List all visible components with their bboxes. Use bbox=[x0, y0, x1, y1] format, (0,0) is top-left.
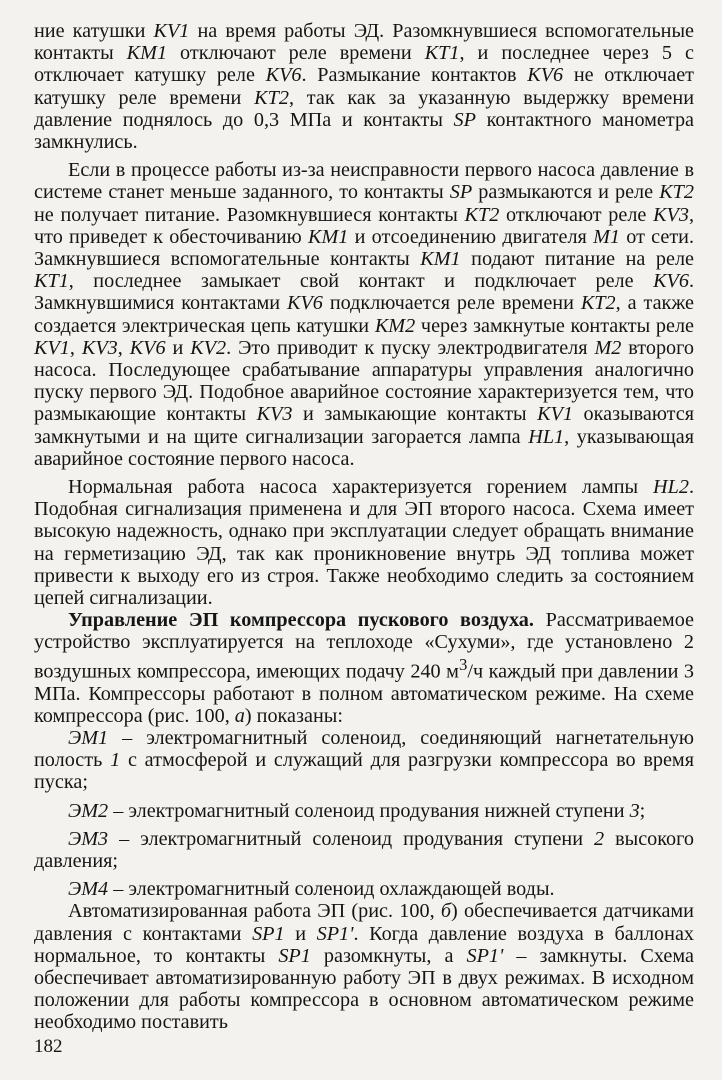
paragraph-9: Автоматизированная работа ЭП (рис. 100, б) обеспечивается датчиками давления с контактами SP1 и SP1'. Когда давление воздуха в баллонах нормальное, то контакты SP1 разомкнуты, а SP1' – замкнуты. Схема обеспечивает автоматизированную работу ЭП в двух режимах. В исходном положении для работы компрессора в основном автоматическом режиме необходимо поставить bbox=[34, 900, 694, 1034]
paragraph-3: Нормальная работа насоса характеризуется горением лампы HL2. Подобная сигнализация применена и для ЭП второго насоса. Схема имеет высокую надежность, однако при эксплуатации следует обращать внимание на герметизацию ЭД, так как проникновение внутрь ЭД топлива может привести к выходу его из строя. Также необходимо следить за состоянием цепей сигнализации. bbox=[34, 476, 694, 610]
paragraph-7: ЭМ3 – электромагнитный соленоид продувания ступени 2 высокого давления; bbox=[34, 827, 695, 873]
paragraph-8: ЭМ4 – электромагнитный соленоид охлаждающей воды. bbox=[68, 878, 555, 901]
body-text bbox=[34, 20, 694, 1034]
paragraph-1: ние катушки KV1 на время работы ЭД. Разомкнувшиеся вспомогательные контакты KM1 отключают реле времени KT1, и последнее через 5 с отключает катушку реле KV6. Размыкание контактов KV6 не отключает катушку реле времени KT2, так как за указанную выдержку времени давление поднялось до 0,3 МПа и контакты SP контактного манометра замкнулись. bbox=[34, 20, 695, 154]
paragraph-6: ЭМ2 – электромагнитный соленоид продувания нижней ступени 3; bbox=[68, 799, 646, 822]
paragraph-4: Управление ЭП компрессора пускового воздуха. Рассматриваемое устройство эксплуатируется на теплоходе «Сухуми», где установлено 2 воздушных компрессора, имеющих подачу 240 $м^3/ч$ каждый при давлении 3 МПа. Компрессоры работают в полном автоматическом режиме. На схеме компрессора (рис. 100, а) показаны: bbox=[34, 609, 695, 727]
page-number: 182 bbox=[34, 1036, 63, 1057]
paragraph-2: Если в процессе работы из-за неисправности первого насоса давление в системе станет меньше заданного, то контакты SP размыкаются и реле KT2 не получает питание. Разомкнувшиеся контакты KT2 отключают реле KV3, что приведет к обесточиванию KM1 и отсоединению двигателя M1 от сети. Замкнувшиеся вспомогательные контакты KM1 подают питание на реле KT1, последнее замыкает свой контакт и подключает реле KV6. Замкнувшимися контактами KV6 подключается реле времени KT2, а также создается электрическая цепь катушки KM2 через замкнутые контакты реле KV1, KV3, KV6 и KV2. Это приводит к пуску электродвигателя M2 второго насоса. Последующее срабатывание аппаратуры управления аналогично пуску первого ЭД. Подобное аварийное состояние характеризуется тем, что размыкающие контакты KV3 и замыкающие контакты KV1 оказываются замкнутыми и на щите сигнализации загорается лампа HL1, указывающая аварийное состояние первого насоса. bbox=[34, 159, 695, 470]
paragraph-5: ЭМ1 – электромагнитный соленоид, соединяющий нагнетательную полость 1 с атмосферой и служащий для разгрузки компрессора во время пуска; bbox=[34, 727, 694, 794]
